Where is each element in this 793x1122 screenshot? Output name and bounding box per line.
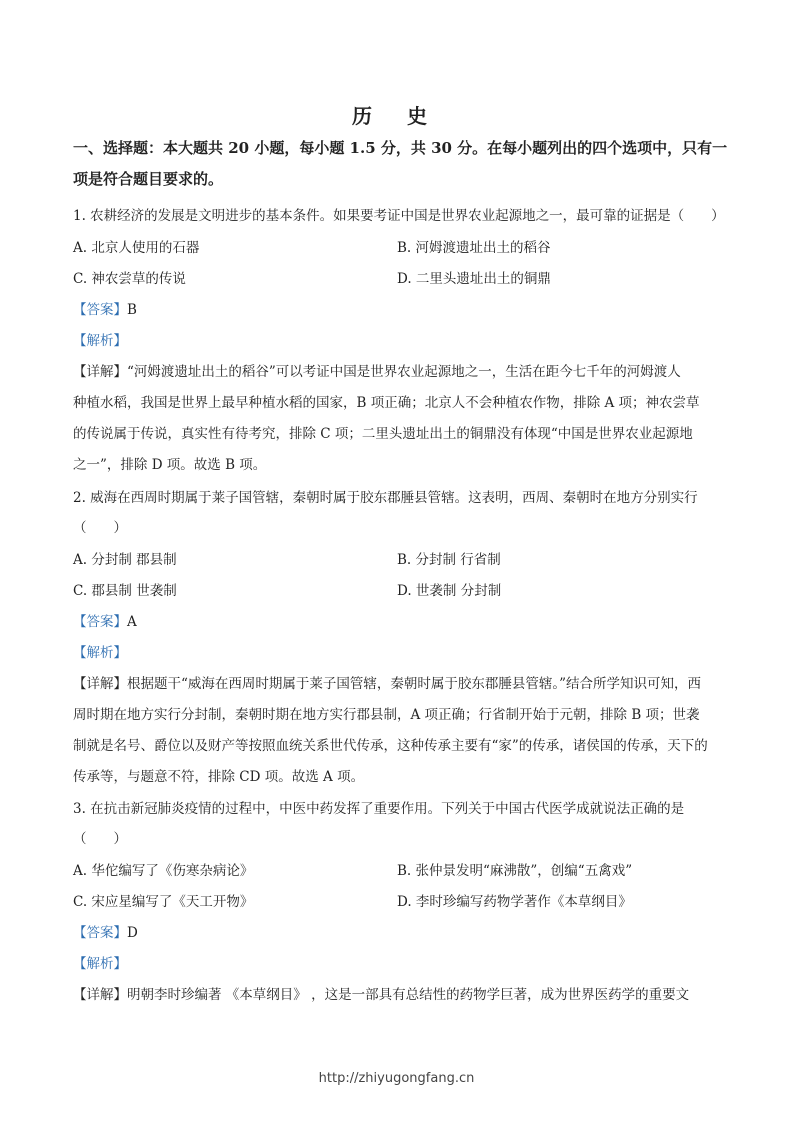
detail-tag: 【详解】 <box>73 364 127 380</box>
q1-detail-line-4: 之一”，排除 D 项。故选 B 项。 <box>73 457 267 473</box>
question-3-stem-bracket: （ ） <box>73 831 127 847</box>
q3-option-d: D. 李时珍编写药物学著作《本草纲目》 <box>397 894 632 910</box>
detail-tag: 【详解】 <box>73 987 127 1003</box>
q1-detail-line-3: 的传说属于传说，真实性有待考究，排除 C 项；二里头遗址出土的铜鼎没有体现“中国是世界农业起源地 <box>73 426 693 442</box>
question-2-stem-bracket: （ ） <box>73 520 127 536</box>
q1-option-d: D. 二里头遗址出土的铜鼎 <box>397 271 551 287</box>
q3-answer <box>73 921 138 941</box>
q2-detail-line-1 <box>73 672 701 692</box>
answer-tag: 【答案】 <box>73 614 127 630</box>
q2-detail-line-2: 周时期在地方实行分封制，秦朝时期在地方实行郡县制，A 项正确；行省制开始于元朝，排除 B 项；世袭 <box>73 707 700 723</box>
q3-option-b: B. 张仲景发明“麻沸散”，创编“五禽戏” <box>397 863 633 879</box>
detail-text: “河姆渡遗址出土的稻谷”可以考证中国是世界农业起源地之一，生活在距今七千年的河姆渡人 <box>127 364 681 380</box>
q1-option-b: B. 河姆渡遗址出土的稻谷 <box>397 240 551 256</box>
q1-detail-line-2: 种植水稻，我国是世界上最早种植水稻的国家，B 项正确；北京人不会种植农作物，排除 A 项；神农尝草 <box>73 395 700 411</box>
q2-detail-line-4: 传承等，与题意不符，排除 CD 项。故选 A 项。 <box>73 769 365 785</box>
page-title: 历 史 <box>352 104 441 128</box>
question-2-stem: 2. 威海在西周时期属于莱子国管辖，秦朝时属于胶东郡腄县管辖。这表明，西周、秦朝时在地方分别实行 <box>73 490 698 506</box>
q3-option-a: A. 华佗编写了《伤寒杂病论》 <box>73 863 254 879</box>
section-heading: 一、选择题：本大题共 20 小题，每小题 1.5 分，共 30 分。在每小题列出的四个选项中，只有一项是符合题目要求的。 <box>73 139 728 188</box>
q1-answer <box>73 298 137 318</box>
q2-option-a: A. 分封制 郡县制 <box>73 552 177 568</box>
q1-analysis-tag: 【解析】 <box>73 333 127 349</box>
answer-value: B <box>127 302 137 318</box>
q3-detail-line-1 <box>73 983 689 1003</box>
q1-option-a: A. 北京人使用的石器 <box>73 240 200 256</box>
q3-option-c: C. 宋应星编写了《天工开物》 <box>73 894 254 910</box>
answer-value: D <box>127 925 138 941</box>
detail-tag: 【详解】 <box>73 676 127 692</box>
footer-url: http://zhiyugongfang.cn <box>318 1071 475 1086</box>
answer-tag: 【答案】 <box>73 302 127 318</box>
q2-option-c: C. 郡县制 世袭制 <box>73 583 177 599</box>
q2-detail-line-3: 制就是名号、爵位以及财产等按照血统关系世代传承，这种传承主要有“家”的传承，诸侯国的传承，天下的 <box>73 738 708 754</box>
q2-analysis-tag: 【解析】 <box>73 645 127 661</box>
detail-text: 根据题干“威海在西周时期属于莱子国管辖，秦朝时属于胶东郡腄县管辖。”结合所学知识可知，西 <box>127 676 702 692</box>
detail-text: 明朝李时珍编著 《本草纲目》 ，这是一部具有总结性的药物学巨著，成为世界医药学的重要文 <box>127 987 690 1003</box>
q1-detail-line-1 <box>73 360 681 380</box>
q3-analysis-tag: 【解析】 <box>73 956 127 972</box>
answer-tag: 【答案】 <box>73 925 127 941</box>
q2-option-b: B. 分封制 行省制 <box>397 552 501 568</box>
question-1-stem: 1. 农耕经济的发展是文明进步的基本条件。如果要考证中国是世界农业起源地之一，最可靠的证据是（ ） <box>73 208 725 224</box>
q2-answer <box>73 610 137 630</box>
answer-value: A <box>127 614 137 630</box>
q2-option-d: D. 世袭制 分封制 <box>397 583 502 599</box>
q1-option-c: C. 神农尝草的传说 <box>73 271 186 287</box>
question-3-stem: 3. 在抗击新冠肺炎疫情的过程中，中医中药发挥了重要作用。下列关于中国古代医学成就说法正确的是 <box>73 801 685 817</box>
